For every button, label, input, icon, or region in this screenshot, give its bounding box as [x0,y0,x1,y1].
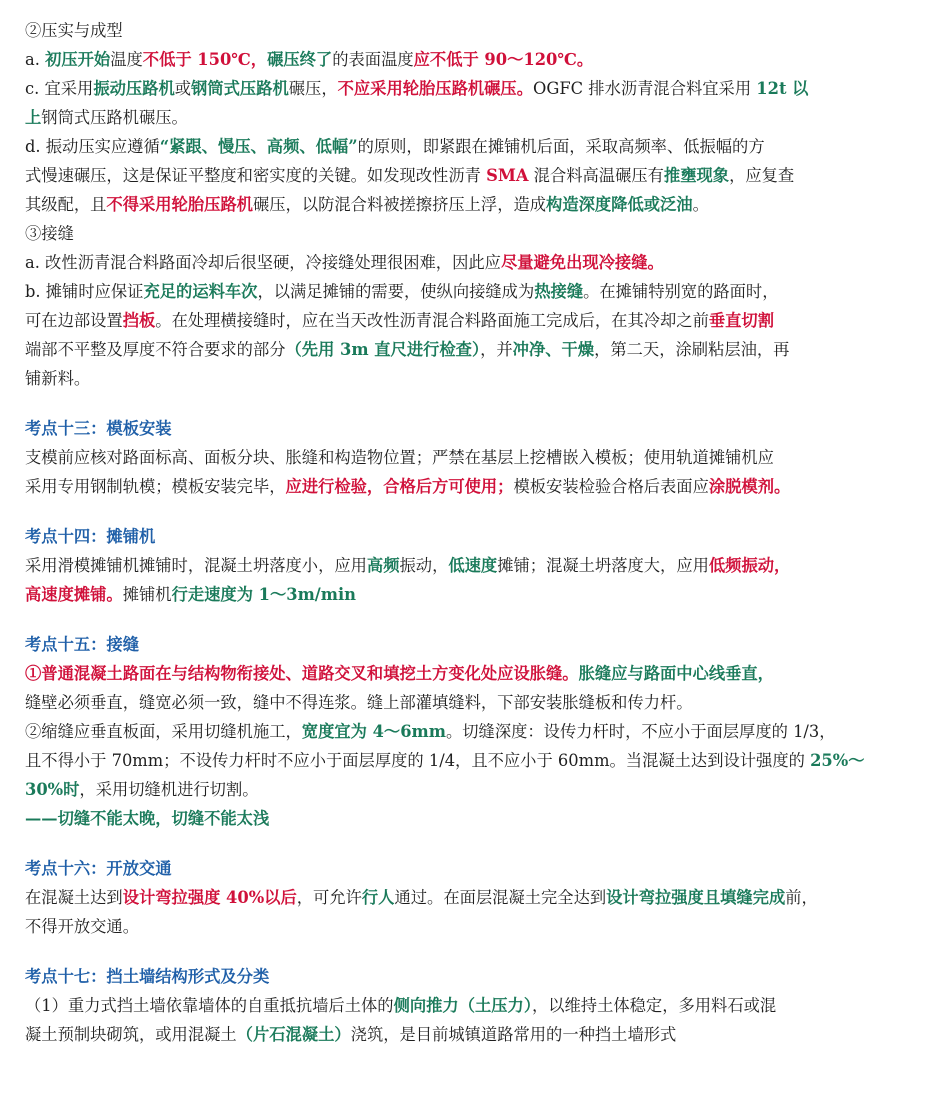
text-run: 。在摊铺特别宽的路面时， [583,282,779,301]
section [25,393,932,501]
highlight-red: 挡板 [122,311,156,330]
text-run: 的表面温度 [332,50,414,69]
highlight-green: 设计弯拉强度且填缝完成 [606,888,786,907]
section-spacer [25,609,932,630]
text-run: 浇筑，是目前城镇道路常用的一种挡土墙形式 [350,1025,677,1044]
highlight-green: 热接缝 [534,282,584,301]
text-run: 凝土预制块砌筑，或用混凝土 [25,1025,237,1044]
text-line [25,551,932,580]
highlight-red: 垂直切割 [708,311,774,330]
section [25,501,932,609]
highlight-red: SMA [486,166,529,185]
text-line [25,277,932,306]
highlight-green: 宽度宜为 4～6mm [301,722,446,741]
text-run: 。切缝深度：设传力杆时，不应小于面层厚度的 1/3， [445,722,836,741]
highlight-red: 低频振动， [708,556,791,575]
text-run: 且不得小于 70mm；不设传力杆时不应小于面层厚度的 1/4，且不应小于 60mm。当混凝土达到设计强度的 [25,751,811,770]
text-run: 振动， [399,556,449,575]
text-line [25,161,932,190]
text-run: 模板安装检验合格后表面应 [513,477,709,496]
highlight-green: 行走速度为 1～3m/min [171,585,356,604]
text-run: 缝壁必须垂直，缝宽必须一致，缝中不得连浆。缝上部灌填缝料，下部安装胀缝板和传力杆。 [25,693,693,712]
text-run: ，可允许 [296,888,362,907]
highlight-red: 不得采用轮胎压路机 [106,195,253,214]
highlight-green: （片石混凝土） [236,1025,351,1044]
section-heading: 考点十六：开放交通 [25,859,172,878]
highlight-green: “紧跟、慢压、高频、低幅” [159,137,358,156]
highlight-green: 初压开始 [45,50,111,69]
text-run: 的原则，即紧跟在摊铺机后面，采取高频率、低振幅的方 [357,137,765,156]
text-run: c. 宜采用 [25,79,94,98]
text-run: 式慢速碾压，这是保证平整度和密实度的关键。如发现改性沥青 [25,166,487,185]
highlight-green: 上 [25,108,42,127]
text-line [25,688,932,717]
text-run: 摊铺机 [122,585,172,604]
text-run: 碾压，以防混合料被搓擦挤压上浮，造成 [252,195,547,214]
text-run: 混合料高温碾压有 [528,166,664,185]
highlight-red: 设计弯拉强度 40%以后 [122,888,297,907]
text-run: d. 振动压实应遵循 [25,137,160,156]
section-spacer [25,941,932,962]
text-line [25,580,932,609]
text-run: ，并 [480,340,513,359]
text-line [25,190,932,219]
text-run: OGFC 排水沥青混合料宜采用 [533,79,757,98]
text-run: 前， [785,888,818,907]
section [25,609,932,833]
highlight-red: 高速度摊铺。 [25,585,123,604]
text-line [25,74,932,103]
text-line [25,248,932,277]
text-run: 钢筒式压路机碾压。 [41,108,188,127]
text-line [25,746,932,775]
text-line [25,132,932,161]
text-run: 不得开放交通。 [25,917,139,936]
text-run: 在混凝土达到 [25,888,123,907]
text-run: ，采用切缝机进行切割。 [79,780,259,799]
text-run: ，第二天，涂刷粘层油，再 [594,340,790,359]
text-line [25,912,932,941]
text-line [25,1020,932,1049]
text-line [25,991,932,1020]
highlight-green: 构造深度降低或泛油 [546,195,693,214]
text-line [25,659,932,688]
text-run: 其级配，且 [25,195,107,214]
text-line [25,45,932,74]
highlight-green: （先用 3m 直尺进行检查） [285,340,481,359]
highlight-green: 高频 [366,556,400,575]
text-run: 碾压， [288,79,338,98]
highlight-green: 25%～ [810,751,865,770]
section-spacer [25,833,932,854]
text-run: ，以满足摊铺的需要，使纵向接缝成为 [257,282,535,301]
highlight-green: 低速度 [448,556,498,575]
text-run: ，应复查 [729,166,795,185]
highlight-green: 充足的运料车次 [143,282,258,301]
highlight-green: 推壅现象 [663,166,730,185]
highlight-red: 涂脱模剂。 [708,477,791,496]
text-run: （1）重力式挡土墙依靠墙体的自重抵抗墙后土体的 [25,996,394,1015]
highlight-red: 应进行检验，合格后方可使用； [285,477,514,496]
text-line [25,335,932,364]
text-run: ，以维持土体稳定，多用料石或混 [531,996,777,1015]
text-run: 通过。在面层混凝土完全达到 [394,888,607,907]
highlight-green: ——切缝不能太晚，切缝不能太浅 [25,809,270,828]
highlight-green: 12t 以 [756,79,809,98]
text-run: 采用滑模摊铺机摊铺时，混凝土坍落度小，应用 [25,556,367,575]
highlight-green: 冲净、干燥 [512,340,595,359]
text-line [25,306,932,335]
text-run: 或 [174,79,192,98]
text-line [25,717,932,746]
section [25,16,932,393]
text-run: a. [25,50,46,69]
text-run: ②压实与成型 [25,21,123,40]
text-run: 温度 [110,50,143,69]
highlight-red: 不应采用轮胎压路机碾压。 [337,79,533,98]
text-line [25,472,932,501]
text-run: 摊铺；混凝土坍落度大，应用 [497,556,709,575]
text-line [25,883,932,912]
text-line [25,219,932,248]
highlight-red: 不低于 150℃， [142,50,268,69]
text-run: 。在处理横接缝时，应在当天改性沥青混合料路面施工完成后，在其冷却之前 [155,311,709,330]
text-run: b. 摊铺时应保证 [25,282,144,301]
text-run: 。 [692,195,709,214]
text-line [25,443,932,472]
highlight-green: 振动压路机 [93,79,175,98]
text-line [25,16,932,45]
section [25,941,932,1049]
highlight-green: 钢筒式压路机 [191,79,289,98]
text-run: 可在边部设置 [25,311,123,330]
section [25,833,932,941]
highlight-green: 行人 [361,888,395,907]
text-line [25,103,932,132]
text-run: a. 改性沥青混合料路面冷却后很坚硬，冷接缝处理很困难，因此应 [25,253,501,272]
highlight-green: 侧向推力（土压力） [393,996,532,1015]
highlight-red: 应不低于 90～120℃。 [413,50,594,69]
section-heading: 考点十三：模板安装 [25,419,172,438]
section-spacer [25,393,932,414]
highlight-red: 尽量避免出现冷接缝。 [500,253,664,272]
highlight-green: 碾压终了 [267,50,333,69]
section-heading: 考点十五：接缝 [25,635,139,654]
text-line [25,775,932,804]
highlight-green: 30%时 [25,780,80,799]
text-run: 铺新料。 [25,369,91,388]
section-heading: 考点十七：挡土墙结构形式及分类 [25,967,270,986]
text-run: 端部不平整及厚度不符合要求的部分 [25,340,286,359]
text-line [25,364,932,393]
highlight-red: ①普通混凝土路面在与结构物衔接处、道路交叉和填挖土方变化处应设胀缝。 [25,664,579,683]
text-run: 支模前应核对路面标高、面板分块、胀缝和构造物位置；严禁在基层上挖槽嵌入模板；使用轨道摊铺机应 [25,448,774,467]
section-heading: 考点十四：摊铺机 [25,527,156,546]
section-spacer [25,501,932,522]
text-line [25,804,932,833]
highlight-green: 胀缝应与路面中心线垂直， [578,664,774,683]
text-run: ②缩缝应垂直板面，采用切缝机施工， [25,722,302,741]
text-run: ③接缝 [25,224,74,243]
text-run: 采用专用钢制轨模；模板安装完毕， [25,477,286,496]
